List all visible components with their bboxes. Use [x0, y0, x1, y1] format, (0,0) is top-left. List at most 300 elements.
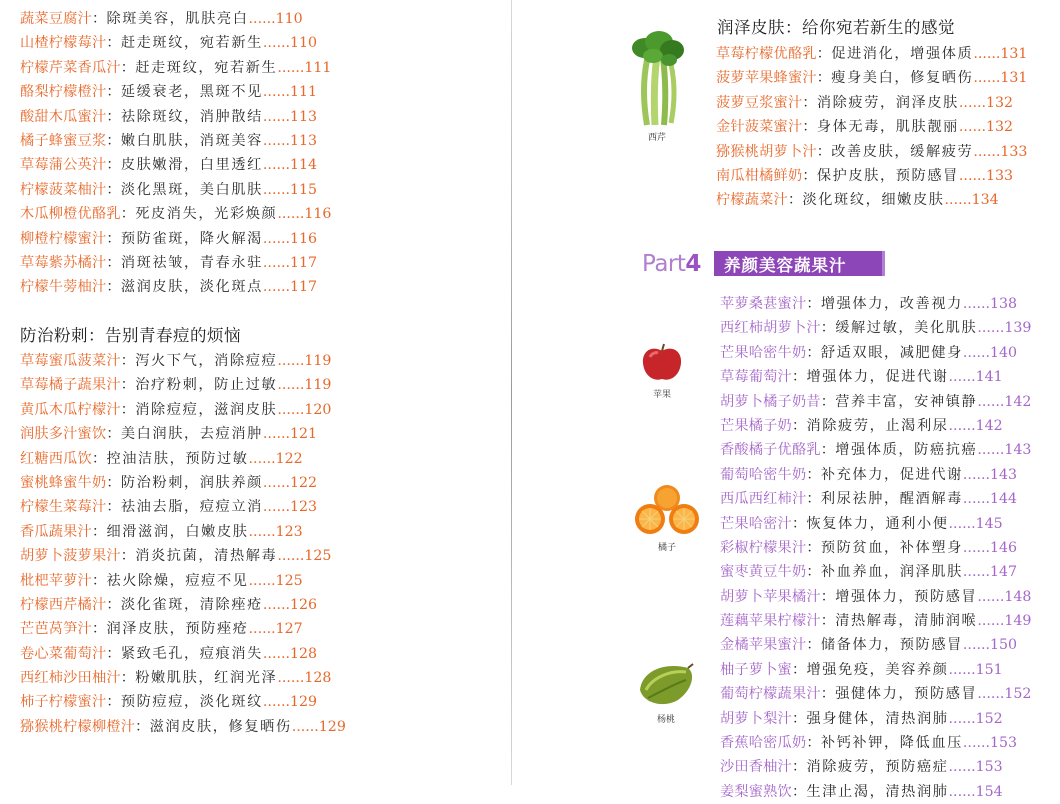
entry-colon: ： [791, 417, 807, 434]
entry-colon: ： [787, 192, 803, 209]
entry-page-number: 149 [1004, 613, 1032, 630]
toc-entry [20, 544, 346, 568]
orange-label: 橘子 [657, 543, 676, 553]
entry-page-number: 153 [975, 759, 1003, 776]
toc-entry [20, 129, 331, 153]
entry-page-number: 123 [275, 523, 303, 540]
entry-colon: ： [106, 279, 121, 296]
part-bar-tail [882, 251, 885, 276]
entry-title: 柿子柠檬蜜汁 [20, 694, 107, 711]
entry-page-number: 110 [275, 11, 303, 27]
entry-title: 芒芭莴笋汁 [20, 621, 92, 638]
entry-description: 恢复体力，通利小便 [806, 515, 949, 532]
entry-title: 红糖西瓜饮 [20, 450, 92, 467]
entry-leader-dots: ...... [262, 181, 290, 198]
toc-entry [720, 365, 1031, 389]
entry-page-number: 129 [318, 718, 346, 735]
entry-title: 蜜枣黄豆牛奶 [720, 564, 807, 581]
toc-entry [20, 690, 346, 714]
entry-page-number: 142 [975, 417, 1003, 434]
entry-page-number: 151 [975, 661, 1003, 678]
toc-entry [20, 422, 346, 446]
toc-entry [20, 471, 346, 495]
entry-page-number: 133 [1000, 143, 1028, 160]
toc-entry [716, 42, 1027, 66]
entry-leader-dots: ...... [248, 11, 276, 27]
toc-entry [20, 349, 346, 373]
entry-title: 橘子蜂蜜豆浆 [20, 132, 107, 149]
entry-leader-dots: ...... [958, 167, 986, 184]
entry-page-number: 111 [289, 84, 318, 101]
entry-page-number: 152 [975, 710, 1003, 727]
entry-leader-dots: ...... [962, 735, 990, 752]
entry-colon: ： [791, 661, 807, 678]
entry-title: 莲藕苹果柠檬汁 [720, 613, 821, 630]
entry-colon: ： [820, 320, 836, 337]
toc-entry [720, 414, 1031, 438]
entry-colon: ： [820, 442, 836, 459]
left-page [0, 0, 512, 785]
part-label: Part4 [642, 251, 701, 277]
entry-colon: ： [120, 548, 136, 565]
entry-description: 防治粉刺，润肤养颜 [120, 474, 263, 491]
entry-page-number: 115 [289, 181, 318, 198]
entry-description: 利尿祛肿，醒酒解毒 [820, 491, 963, 508]
entry-title: 猕猴桃胡萝卜汁 [716, 143, 817, 160]
entry-page-number: 150 [989, 637, 1018, 654]
toc-entry [20, 617, 346, 641]
entry-title: 香蕉哈密瓜奶 [720, 735, 807, 752]
entry-title: 胡萝卜苹果橘汁 [720, 588, 821, 605]
entry-title: 蜜桃蜂蜜牛奶 [20, 474, 107, 491]
entry-description: 增强体力，促进代谢 [806, 369, 949, 386]
entry-title: 姜梨蜜熟饮 [720, 783, 792, 800]
toc-list-part-4 [720, 292, 1031, 804]
entry-leader-dots: ...... [962, 344, 990, 361]
entry-description: 增强体质，防癌抗癌 [835, 442, 978, 459]
entry-colon: ： [791, 759, 807, 776]
toc-entry [720, 780, 1031, 804]
entry-leader-dots: ...... [962, 466, 990, 483]
entry-colon: ： [106, 694, 121, 711]
entry-title: 菠萝苹果蜂蜜汁 [716, 70, 817, 87]
entry-description: 增强免疫，美容养颜 [806, 661, 949, 678]
entry-page-number: 123 [289, 499, 318, 516]
entry-description: 泻火下气，消除痘痘 [135, 353, 278, 369]
entry-leader-dots: ...... [962, 539, 990, 556]
entry-colon: ： [806, 539, 821, 556]
entry-title: 芒果哈密牛奶 [720, 344, 807, 361]
entry-title: 苹萝桑葚蜜汁 [720, 296, 807, 312]
toc-entry [720, 658, 1031, 682]
entry-page-number: 119 [304, 353, 332, 369]
entry-page-number: 152 [1004, 686, 1032, 703]
entry-colon: ： [106, 132, 121, 149]
toc-entry [20, 398, 346, 422]
entry-leader-dots: ...... [977, 588, 1005, 605]
toc-entry [20, 373, 346, 397]
entry-description: 预防雀斑，降火解渴 [120, 230, 263, 247]
entry-leader-dots: ...... [973, 143, 1001, 160]
entry-colon: ： [806, 344, 821, 361]
entry-colon: ： [791, 369, 807, 386]
entry-description: 赶走斑纹，宛若新生 [120, 35, 263, 52]
entry-page-number: 132 [985, 94, 1014, 111]
entry-colon: ： [120, 353, 136, 369]
toc-entry [20, 275, 331, 299]
entry-leader-dots: ...... [948, 759, 976, 776]
part-title: 养颜美容蔬果汁 [724, 255, 847, 275]
entry-page-number: 147 [989, 564, 1018, 581]
entry-title: 酪梨柠檬橙汁 [20, 84, 107, 101]
entry-page-number: 145 [975, 515, 1003, 532]
toc-entry [20, 178, 331, 202]
toc-entry [720, 438, 1031, 462]
entry-colon: ： [91, 11, 107, 27]
entry-colon: ： [120, 59, 136, 76]
entry-leader-dots: ...... [262, 279, 290, 296]
starfruit-icon [636, 660, 696, 708]
toc-entry [720, 341, 1031, 365]
entry-title: 西红柿沙田柚汁 [20, 670, 121, 687]
entry-description: 祛油去脂，痘痘立消 [120, 499, 263, 516]
entry-page-number: 127 [275, 621, 303, 638]
entry-description: 淡化黑斑，美白肌肤 [120, 181, 263, 198]
entry-colon: ： [106, 108, 121, 125]
entry-title: 金针菠菜蜜汁 [716, 119, 803, 136]
entry-colon: ： [806, 466, 821, 483]
toc-entry [20, 56, 331, 80]
entry-colon: ： [816, 46, 832, 62]
toc-entry [720, 585, 1031, 609]
entry-description: 预防贫血，补体塑身 [820, 539, 963, 556]
toc-entry [20, 202, 331, 226]
toc-list-left-bottom [20, 349, 346, 739]
entry-colon: ： [91, 572, 107, 589]
entry-title: 草莓紫苏橘汁 [20, 254, 107, 271]
entry-colon: ： [820, 588, 836, 605]
entry-leader-dots: ...... [973, 46, 1001, 62]
entry-page-number: 133 [985, 167, 1014, 184]
entry-description: 营养丰富，安神镇静 [835, 393, 978, 410]
entry-title: 草莓橘子蔬果汁 [20, 377, 121, 394]
entry-leader-dots: ...... [277, 353, 305, 369]
entry-page-number: 113 [289, 132, 318, 149]
entry-title: 柠檬菠菜柚汁 [20, 181, 107, 198]
entry-colon: ： [791, 710, 807, 727]
entry-leader-dots: ...... [262, 157, 290, 174]
entry-leader-dots: ...... [277, 548, 305, 565]
entry-title: 柠檬蔬菜汁 [716, 192, 788, 209]
entry-colon: ： [106, 474, 121, 491]
entry-page-number: 113 [289, 108, 318, 125]
entry-description: 瘦身美白，修复晒伤 [831, 70, 974, 87]
entry-page-number: 121 [289, 426, 318, 443]
toc-entry [20, 569, 346, 593]
apple-illustration [637, 343, 687, 400]
entry-leader-dots: ...... [262, 35, 290, 52]
toc-entry [20, 227, 331, 251]
entry-colon: ： [106, 230, 121, 247]
entry-title: 猕猴桃柠檬柳橙汁 [20, 718, 136, 735]
toc-entry [720, 536, 1031, 560]
entry-leader-dots: ...... [948, 369, 976, 386]
entry-leader-dots: ...... [948, 783, 976, 800]
entry-page-number: 129 [289, 694, 318, 711]
entry-colon: ： [820, 613, 836, 630]
entry-colon: ： [806, 564, 821, 581]
entry-leader-dots: ...... [248, 450, 276, 467]
entry-description: 消炎抗菌，清热解毒 [135, 548, 278, 565]
entry-page-number: 142 [1004, 393, 1032, 410]
entry-page-number: 134 [971, 192, 999, 209]
entry-leader-dots: ...... [948, 515, 976, 532]
entry-description: 强身健体，清热润肺 [806, 710, 949, 727]
entry-page-number: 132 [985, 119, 1014, 136]
entry-title: 芒果橘子奶 [720, 417, 792, 434]
entry-title: 芒果哈密汁 [720, 515, 792, 532]
entry-page-number: 122 [275, 450, 303, 467]
toc-entry [720, 755, 1031, 779]
apple-icon [640, 343, 684, 383]
entry-description: 淡化雀斑，清除痤疮 [120, 596, 263, 613]
entry-description: 死皮消失，光彩焕颜 [135, 206, 278, 223]
entry-page-number: 117 [289, 254, 318, 271]
entry-description: 皮肤嫩滑，白里透红 [120, 157, 263, 174]
entry-title: 西红柿胡萝卜汁 [720, 320, 821, 337]
entry-colon: ： [106, 35, 121, 52]
toc-entry [20, 80, 331, 104]
entry-description: 补血养血，润泽肌肤 [820, 564, 963, 581]
entry-description: 淡化斑纹，细嫩皮肤 [802, 192, 945, 209]
toc-entry [720, 731, 1031, 755]
entry-description: 祛除斑纹，消肿散结 [120, 108, 263, 125]
entry-page-number: 141 [975, 369, 1003, 386]
entry-leader-dots: ...... [948, 661, 976, 678]
section-heading-acne: 防治粉刺：告别青春痘的烦恼 [20, 326, 241, 345]
entry-colon: ： [106, 596, 121, 613]
entry-page-number: 139 [1004, 320, 1032, 337]
entry-page-number: 131 [1000, 70, 1028, 87]
entry-title: 香酸橘子优酪乳 [720, 442, 821, 459]
entry-page-number: 126 [289, 596, 318, 613]
entry-leader-dots: ...... [977, 613, 1005, 630]
entry-leader-dots: ...... [277, 670, 305, 687]
entry-colon: ： [802, 94, 817, 111]
entry-description: 储备体力，预防感冒 [820, 637, 963, 654]
celery-illustration [622, 30, 692, 143]
entry-leader-dots: ...... [944, 192, 972, 209]
entry-page-number: 140 [989, 344, 1018, 361]
entry-leader-dots: ...... [277, 377, 305, 394]
right-page [512, 0, 1060, 800]
toc-entry [20, 666, 346, 690]
toc-entry [20, 520, 346, 544]
entry-title: 草莓柠檬优酪乳 [716, 46, 817, 62]
part-4-header [642, 249, 962, 279]
entry-description: 增强体力，改善视力 [820, 296, 963, 312]
entry-page-number: 125 [275, 572, 303, 589]
entry-title: 柠檬生菜莓汁 [20, 499, 107, 516]
entry-leader-dots: ...... [262, 694, 290, 711]
entry-colon: ： [106, 254, 121, 271]
entry-page-number: 110 [289, 35, 318, 52]
entry-description: 促进消化，增强体质 [831, 46, 974, 62]
entry-leader-dots: ...... [277, 401, 305, 418]
toc-entry [720, 487, 1031, 511]
entry-leader-dots: ...... [262, 230, 290, 247]
toc-entry [720, 463, 1031, 487]
entry-leader-dots: ...... [977, 442, 1005, 459]
toc-entry [20, 31, 331, 55]
entry-title: 金橘苹果蜜汁 [720, 637, 807, 654]
entry-description: 生津止渴，清热润肺 [806, 783, 949, 800]
entry-title: 胡萝卜橘子奶昔 [720, 393, 821, 410]
entry-title: 木瓜柳橙优酪乳 [20, 206, 121, 223]
entry-leader-dots: ...... [248, 523, 276, 540]
entry-colon: ： [120, 401, 136, 418]
entry-colon: ： [106, 181, 121, 198]
entry-page-number: 122 [289, 474, 318, 491]
orange-illustration [632, 484, 702, 553]
entry-description: 细滑滋润，白嫩皮肤 [106, 523, 249, 540]
entry-title: 南瓜柑橘鲜奶 [716, 167, 803, 184]
entry-page-number: 116 [304, 206, 332, 223]
entry-title: 柠檬西芹橘汁 [20, 596, 107, 613]
entry-leader-dots: ...... [262, 645, 290, 662]
toc-entry [720, 633, 1031, 657]
entry-leader-dots: ...... [977, 320, 1005, 337]
toc-entry [720, 316, 1031, 340]
entry-page-number: 146 [989, 539, 1018, 556]
entry-title: 沙田香柚汁 [720, 759, 792, 776]
entry-page-number: 154 [975, 783, 1003, 800]
entry-page-number: 119 [304, 377, 332, 394]
entry-colon: ： [106, 645, 121, 662]
entry-page-number: 148 [1004, 588, 1032, 605]
entry-leader-dots: ...... [262, 596, 290, 613]
toc-entry [720, 609, 1031, 633]
entry-description: 美白润肤，去痘消肿 [120, 426, 263, 443]
toc-entry [720, 390, 1031, 414]
entry-title: 黄瓜木瓜柠檬汁 [20, 401, 121, 418]
entry-colon: ： [791, 783, 807, 800]
toc-entry [720, 512, 1031, 536]
entry-page-number: 131 [1000, 46, 1028, 62]
toc-entry [720, 292, 1031, 316]
entry-title: 胡萝卜梨汁 [720, 710, 792, 727]
toc-entry [20, 447, 346, 471]
entry-colon: ： [106, 499, 121, 516]
entry-leader-dots: ...... [962, 296, 990, 312]
entry-description: 强健体力，预防感冒 [835, 686, 978, 703]
toc-entry [20, 105, 331, 129]
toc-entry [20, 593, 346, 617]
entry-title: 山楂柠檬莓汁 [20, 35, 107, 52]
entry-colon: ： [806, 637, 821, 654]
entry-leader-dots: ...... [962, 564, 990, 581]
entry-description: 控油洁肤，预防过敏 [106, 450, 249, 467]
entry-description: 增强体力，预防感冒 [835, 588, 978, 605]
entry-colon: ： [806, 296, 821, 312]
entry-description: 身体无毒，肌肤靓丽 [816, 119, 959, 136]
entry-title: 草莓蒲公英汁 [20, 157, 107, 174]
entry-colon: ： [806, 735, 821, 752]
entry-description: 保护皮肤，预防感冒 [816, 167, 959, 184]
entry-colon: ： [106, 84, 121, 101]
toc-entry [20, 153, 331, 177]
entry-title: 卷心菜葡萄汁 [20, 645, 107, 662]
entry-page-number: 117 [289, 279, 318, 296]
entry-leader-dots: ...... [277, 59, 305, 76]
entry-colon: ： [91, 523, 107, 540]
toc-entry [720, 560, 1031, 584]
toc-entry [716, 188, 1027, 212]
entry-page-number: 143 [1004, 442, 1032, 459]
entry-description: 滋润皮肤，修复晒伤 [149, 718, 292, 735]
toc-entry [20, 7, 331, 31]
entry-leader-dots: ...... [962, 637, 990, 654]
entry-colon: ： [820, 686, 836, 703]
entry-colon: ： [806, 491, 821, 508]
entry-title: 润肤多汁蜜饮 [20, 426, 107, 443]
entry-title: 菠萝豆浆蜜汁 [716, 94, 803, 111]
toc-entry [716, 115, 1027, 139]
entry-page-number: 116 [289, 230, 318, 247]
entry-description: 滋润皮肤，淡化斑点 [120, 279, 263, 296]
entry-colon: ： [120, 377, 136, 394]
entry-colon: ： [120, 206, 136, 223]
toc-list-left-top [20, 7, 331, 300]
entry-leader-dots: ...... [262, 499, 290, 516]
starfruit-illustration [634, 660, 698, 725]
toc-entry [20, 251, 331, 275]
entry-description: 消斑祛皱，青春永驻 [120, 254, 263, 271]
entry-page-number: 153 [989, 735, 1018, 752]
entry-colon: ： [802, 119, 817, 136]
entry-leader-dots: ...... [948, 417, 976, 434]
toc-entry [20, 642, 346, 666]
entry-leader-dots: ...... [958, 119, 986, 136]
toc-entry [716, 164, 1027, 188]
entry-colon: ： [816, 143, 832, 160]
entry-description: 消除痘痘，滋润皮肤 [135, 401, 278, 418]
entry-colon: ： [120, 670, 136, 687]
entry-title: 葡萄柠檬蔬果汁 [720, 686, 821, 703]
entry-leader-dots: ...... [262, 426, 290, 443]
entry-description: 嫩白肌肤，消斑美容 [120, 132, 263, 149]
entry-description: 补充体力，促进代谢 [820, 466, 963, 483]
entry-colon: ： [91, 450, 107, 467]
entry-title: 柚子萝卜蜜 [720, 661, 792, 678]
entry-title: 蔬菜豆腐汁 [20, 11, 92, 27]
entry-title: 酸甜木瓜蜜汁 [20, 108, 107, 125]
toc-entry [716, 91, 1027, 115]
orange-icon [633, 484, 701, 536]
entry-leader-dots: ...... [262, 108, 290, 125]
entry-page-number: 114 [289, 157, 318, 174]
entry-description: 消除疲劳，预防癌症 [806, 759, 949, 776]
entry-title: 草莓葡萄汁 [720, 369, 792, 386]
entry-leader-dots: ...... [973, 70, 1001, 87]
entry-description: 治疗粉刺，防止过敏 [135, 377, 278, 394]
entry-colon: ： [802, 167, 817, 184]
toc-entry [720, 682, 1031, 706]
entry-leader-dots: ...... [262, 474, 290, 491]
entry-title: 柠檬牛蒡柚汁 [20, 279, 107, 296]
entry-leader-dots: ...... [291, 718, 319, 735]
entry-description: 消除疲劳，止渴利尿 [806, 417, 949, 434]
